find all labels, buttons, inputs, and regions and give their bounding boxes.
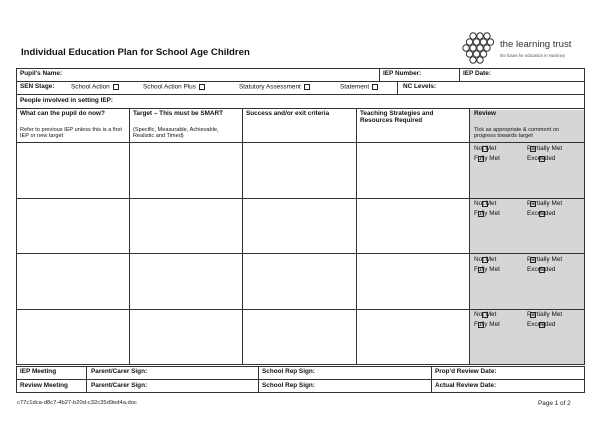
checkbox-icon[interactable] bbox=[478, 322, 484, 328]
checkbox-icon[interactable] bbox=[530, 257, 536, 263]
iep-date-label: IEP Date: bbox=[463, 70, 491, 77]
checkbox-icon[interactable] bbox=[482, 257, 488, 263]
checkbox-icon[interactable] bbox=[539, 322, 545, 328]
pupils-name-label: Pupil's Name: bbox=[20, 70, 63, 77]
people-involved-label: People involved in setting IEP: bbox=[20, 97, 114, 104]
document-id: c77c1dca-d8c7-4b27-b20d-c32c35d9ed4a.doc bbox=[17, 400, 137, 406]
checkbox-icon[interactable] bbox=[539, 156, 545, 162]
page-title: Individual Education Plan for School Age Children bbox=[21, 47, 250, 58]
sen-option-statutory-assessment[interactable]: Statutory Assessment bbox=[239, 84, 310, 91]
sen-option-school-action-plus[interactable]: School Action Plus bbox=[143, 84, 205, 91]
checkbox-icon[interactable] bbox=[372, 84, 378, 90]
logo-name: the learning trust bbox=[500, 39, 572, 50]
iep-number-label: IEP Number: bbox=[383, 70, 422, 77]
logo bbox=[460, 31, 584, 67]
checkbox-icon[interactable] bbox=[304, 84, 310, 90]
checkbox-icon[interactable] bbox=[482, 312, 488, 318]
col-target-title: Target – This must be SMART bbox=[133, 110, 224, 117]
checkbox-icon[interactable] bbox=[530, 201, 536, 207]
sen-option-statement[interactable]: Statement bbox=[340, 84, 378, 91]
propd-review-date: Prop'd Review Date: bbox=[435, 368, 497, 375]
page-number: Page 1 of 2 bbox=[538, 400, 571, 407]
checkbox-icon[interactable] bbox=[478, 156, 484, 162]
checkbox-icon[interactable] bbox=[199, 84, 205, 90]
col-target-note: (Specific, Measurable, Achievable, Realistic and Timed) bbox=[133, 127, 219, 140]
parent-sign-2: Parent/Carer Sign: bbox=[91, 382, 148, 389]
checkbox-icon[interactable] bbox=[482, 201, 488, 207]
nc-levels-label: NC Levels: bbox=[403, 83, 437, 90]
sen-stage-label: SEN Stage: bbox=[20, 83, 55, 90]
col-success-criteria-title: Success and/or exit criteria bbox=[246, 110, 330, 117]
checkbox-icon[interactable] bbox=[482, 146, 488, 152]
logo-tagline: the future for education in Hackney bbox=[500, 53, 565, 58]
checkbox-icon[interactable] bbox=[478, 267, 484, 273]
hexagon-cluster-icon bbox=[460, 31, 498, 67]
col-review-title: Review bbox=[474, 110, 497, 117]
parent-sign-1: Parent/Carer Sign: bbox=[91, 368, 148, 375]
school-rep-sign-1: School Rep Sign: bbox=[262, 368, 315, 375]
col-review-note: Tick as appropriate & comment on progress towards target bbox=[474, 127, 559, 140]
review-meeting-label: Review Meeting bbox=[20, 382, 68, 389]
col-current-ability-title: What can the pupil do now? bbox=[20, 110, 105, 117]
checkbox-icon[interactable] bbox=[530, 146, 536, 152]
checkbox-icon[interactable] bbox=[530, 312, 536, 318]
sen-option-school-action[interactable]: School Action bbox=[71, 84, 119, 91]
checkbox-icon[interactable] bbox=[539, 211, 545, 217]
checkbox-icon[interactable] bbox=[539, 267, 545, 273]
school-rep-sign-2: School Rep Sign: bbox=[262, 382, 315, 389]
col-current-ability-note: Refer to previous IEP unless this is a first IEP or new target bbox=[20, 127, 122, 140]
checkbox-icon[interactable] bbox=[113, 84, 119, 90]
col-teaching-strategies-title: Teaching Strategies and Resources Required bbox=[360, 110, 434, 125]
actual-review-date: Actual Review Date: bbox=[435, 382, 497, 389]
iep-meeting-label: IEP Meeting bbox=[20, 368, 57, 375]
checkbox-icon[interactable] bbox=[478, 211, 484, 217]
